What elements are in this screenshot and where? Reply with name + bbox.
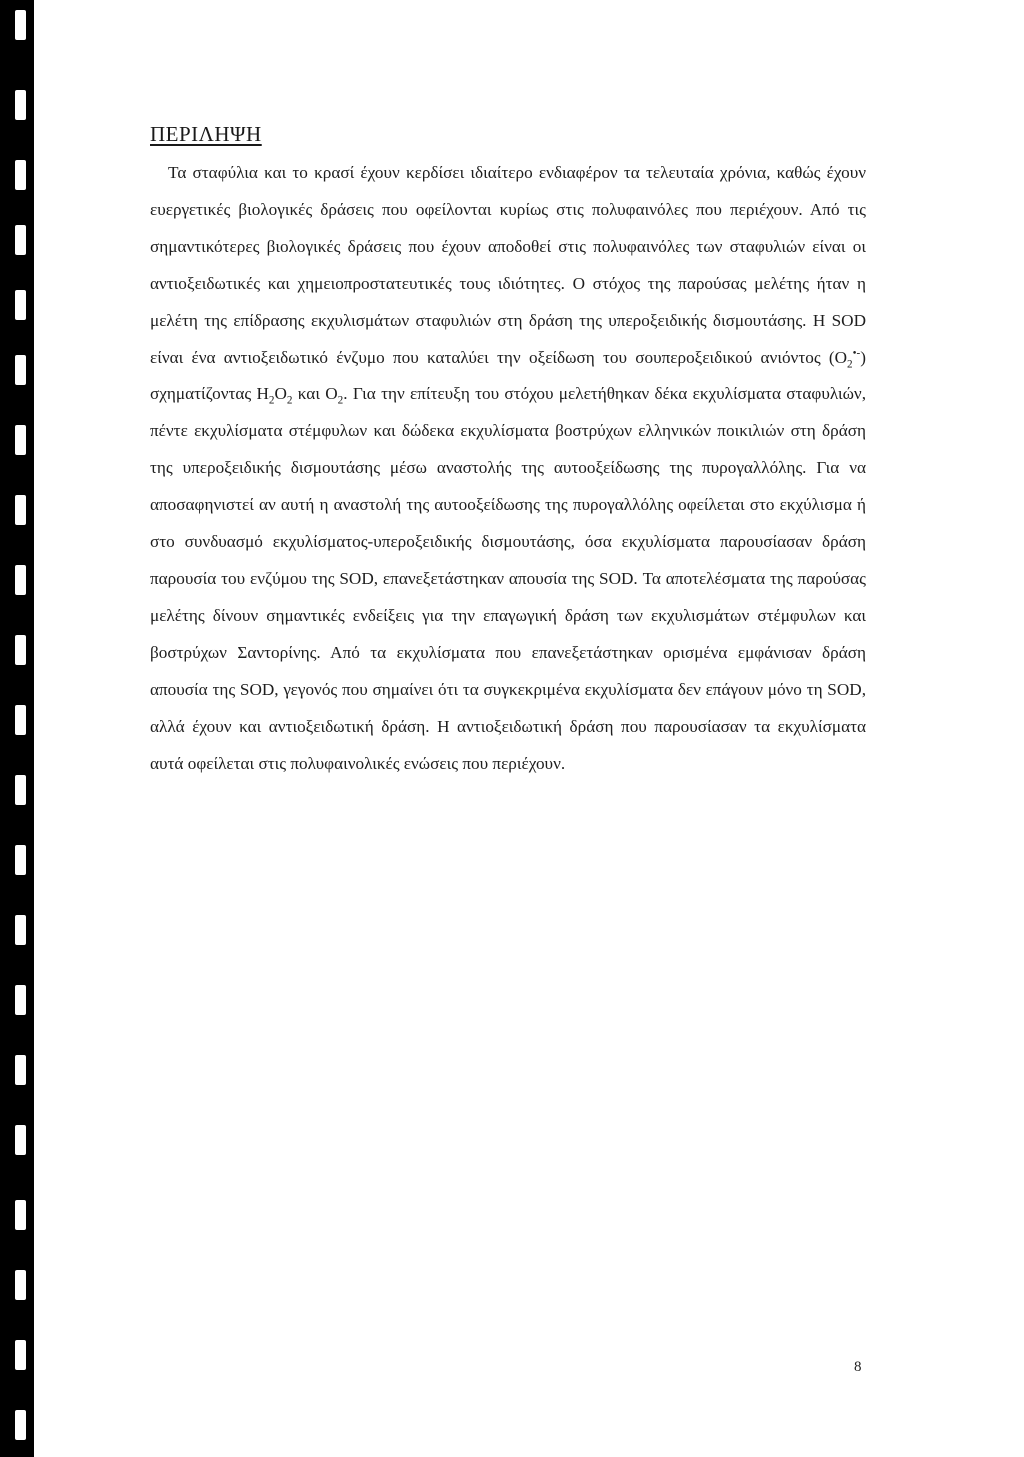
sprocket-hole: [15, 915, 26, 945]
superscript: •-: [852, 346, 861, 359]
sprocket-hole: [15, 985, 26, 1015]
sprocket-hole: [15, 1270, 26, 1300]
sprocket-hole: [15, 635, 26, 665]
sprocket-hole: [15, 565, 26, 595]
abstract-paragraph: [150, 155, 866, 782]
sprocket-hole: [15, 90, 26, 120]
abstract-heading: ΠΕΡΙΛΗΨΗ: [150, 122, 262, 146]
sprocket-hole: [15, 1055, 26, 1085]
sprocket-hole: [15, 495, 26, 525]
abstract-text: και O: [292, 384, 338, 404]
sprocket-hole: [15, 355, 26, 385]
abstract-text: . Για την επίτευξη του στόχου μελετήθηκαν δέκα εκχυλίσματα σταφυλιών, πέντε εκχυλίσματα στέμφυλων και δώδεκα εκχυλίσματα βοστρύχων ελληνικών ποικιλιών στη δράση της υπεροξειδικής δισμουτάσης μέσω αναστολής της αυτοοξείδωσης της πυρογαλλόλης. Για να αποσαφηνιστεί αν αυτή η αναστολή της αυτοοξείδωσης της πυρογαλλόλης οφείλεται στο εκχύλισμα ή στο συνδυασμό εκχυλίσματος-υπεροξειδικής δισμουτάσης, όσα εκχυλίσματα παρουσίασαν δράση παρουσία του ενζύμου της SOD, επανεξετάστηκαν απουσία της SOD. Τα αποτελέσματα της παρούσας μελέτης δίνουν σημαντικές ενδείξεις για την επαγωγική δράση των εκχυλισμάτων στέμφυλων και βοστρύχων Σαντορίνης. Από τα εκχυλίσματα που επανεξετάστηκαν ορισμένα εμφάνισαν δράση απουσία της SOD, γεγονός που σημαίνει ότι τα συγκεκριμένα εκχυλίσματα δεν επάγουν μόνο τη SOD, αλλά έχουν και αντιοξειδωτική δράση. Η αντιοξειδωτική δράση που παρουσίασαν τα εκχυλίσματα αυτά οφείλεται στις πολυφαινολικές ενώσεις που περιέχουν.: [150, 384, 866, 773]
sprocket-hole: [15, 425, 26, 455]
abstract-text: Τα σταφύλια και το κρασί έχουν κερδίσει ιδιαίτερο ενδιαφέρον τα τελευταία χρόνια, καθώς έχουν ευεργετικές βιολογικές δράσεις που οφείλονται κυρίως στις πολυφαινόλες που περιέχουν. Από τις σημαντικότερες βιολογικές δράσεις που έχουν αποδοθεί στις πολυφαινόλες των σταφυλιών είναι οι αντιοξειδωτικές και χημειοπροστατευτικές τους ιδιότητες. Ο στόχος της παρούσας μελέτης ήταν η μελέτη της επίδρασης εκχυλισμάτων σταφυλιών στη δράση της υπεροξειδικής δισμουτάσης. Η SOD είναι ένα αντιοξειδωτικό ένζυμο που καταλύει την οξείδωση του σουπεροξειδικού ανιόντος (O: [150, 163, 866, 367]
sprocket-hole: [15, 290, 26, 320]
sprocket-hole: [15, 775, 26, 805]
sprocket-hole: [15, 845, 26, 875]
subscript: 2: [268, 394, 275, 407]
page-number: 8: [854, 1359, 862, 1375]
sprocket-hole: [15, 1340, 26, 1370]
sprocket-hole: [15, 1125, 26, 1155]
subscript: 2: [847, 357, 853, 370]
sprocket-hole: [15, 160, 26, 190]
sprocket-hole: [15, 705, 26, 735]
sprocket-hole: [15, 10, 26, 40]
scan-left-border: [0, 0, 34, 1457]
sprocket-hole: [15, 1410, 26, 1440]
subscript: 2: [337, 394, 344, 407]
sprocket-hole: [15, 1200, 26, 1230]
subscript: 2: [286, 394, 293, 407]
sprocket-hole: [15, 225, 26, 255]
abstract-text: ) σχηματίζοντας H: [150, 347, 866, 404]
abstract-text: O: [274, 384, 287, 404]
